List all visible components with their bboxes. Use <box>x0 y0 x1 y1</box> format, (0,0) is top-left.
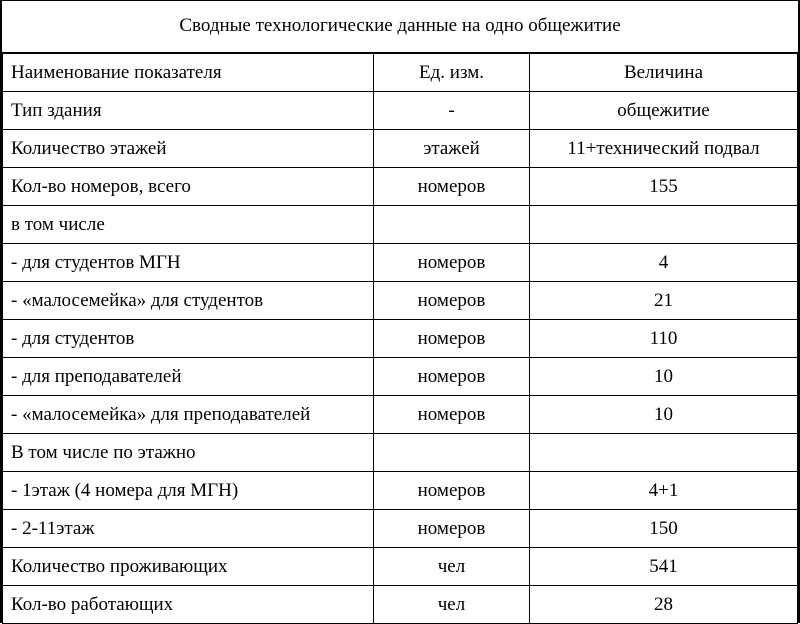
row-value: 21 <box>530 282 798 320</box>
row-value: 541 <box>530 548 798 586</box>
row-unit: - <box>374 92 530 130</box>
table-row <box>3 434 798 472</box>
row-unit: чел <box>374 586 530 624</box>
row-value: 28 <box>530 586 798 624</box>
row-name: Кол-во работающих <box>3 586 374 624</box>
header-unit: Ед. изм. <box>374 53 530 92</box>
row-value: 11+технический подвал <box>530 130 798 168</box>
row-value: 10 <box>530 358 798 396</box>
row-name: - для студентов МГН <box>3 244 374 282</box>
row-unit: номеров <box>374 320 530 358</box>
row-value: 10 <box>530 396 798 434</box>
row-name: Кол-во номеров, всего <box>3 168 374 206</box>
row-name: - 1этаж (4 номера для МГН) <box>3 472 374 510</box>
row-unit <box>374 434 530 472</box>
row-name: - 2-11этаж <box>3 510 374 548</box>
row-unit: номеров <box>374 168 530 206</box>
row-value: 150 <box>530 510 798 548</box>
table-row <box>3 586 798 624</box>
table-row <box>3 472 798 510</box>
row-value <box>530 434 798 472</box>
table-title: Сводные технологические данные на одно общежитие <box>2 0 798 53</box>
row-unit: номеров <box>374 244 530 282</box>
row-value: 110 <box>530 320 798 358</box>
row-name: - «малосемейка» для преподавателей <box>3 396 374 434</box>
row-name: - для студентов <box>3 320 374 358</box>
row-unit: номеров <box>374 510 530 548</box>
row-value: 155 <box>530 168 798 206</box>
table-header-row <box>3 53 798 92</box>
row-unit: номеров <box>374 396 530 434</box>
data-table <box>2 52 798 624</box>
row-unit: чел <box>374 548 530 586</box>
row-name: Количество проживающих <box>3 548 374 586</box>
row-value <box>530 206 798 244</box>
table-row <box>3 168 798 206</box>
row-name: - «малосемейка» для студентов <box>3 282 374 320</box>
table-row <box>3 92 798 130</box>
row-unit <box>374 206 530 244</box>
row-unit: этажей <box>374 130 530 168</box>
row-name: - для преподавателей <box>3 358 374 396</box>
row-value: общежитие <box>530 92 798 130</box>
table-row <box>3 130 798 168</box>
table-row <box>3 548 798 586</box>
table-row <box>3 282 798 320</box>
header-name: Наименование показателя <box>3 53 374 92</box>
table-row <box>3 510 798 548</box>
row-value: 4 <box>530 244 798 282</box>
header-value: Величина <box>530 53 798 92</box>
table-row <box>3 320 798 358</box>
row-name: Тип здания <box>3 92 374 130</box>
row-unit: номеров <box>374 282 530 320</box>
table-row <box>3 396 798 434</box>
row-unit: номеров <box>374 358 530 396</box>
row-name: в том числе <box>3 206 374 244</box>
table-row <box>3 358 798 396</box>
table-row <box>3 244 798 282</box>
row-unit: номеров <box>374 472 530 510</box>
row-name: В том числе по этажно <box>3 434 374 472</box>
table-row <box>3 206 798 244</box>
row-name: Количество этажей <box>3 130 374 168</box>
row-value: 4+1 <box>530 472 798 510</box>
